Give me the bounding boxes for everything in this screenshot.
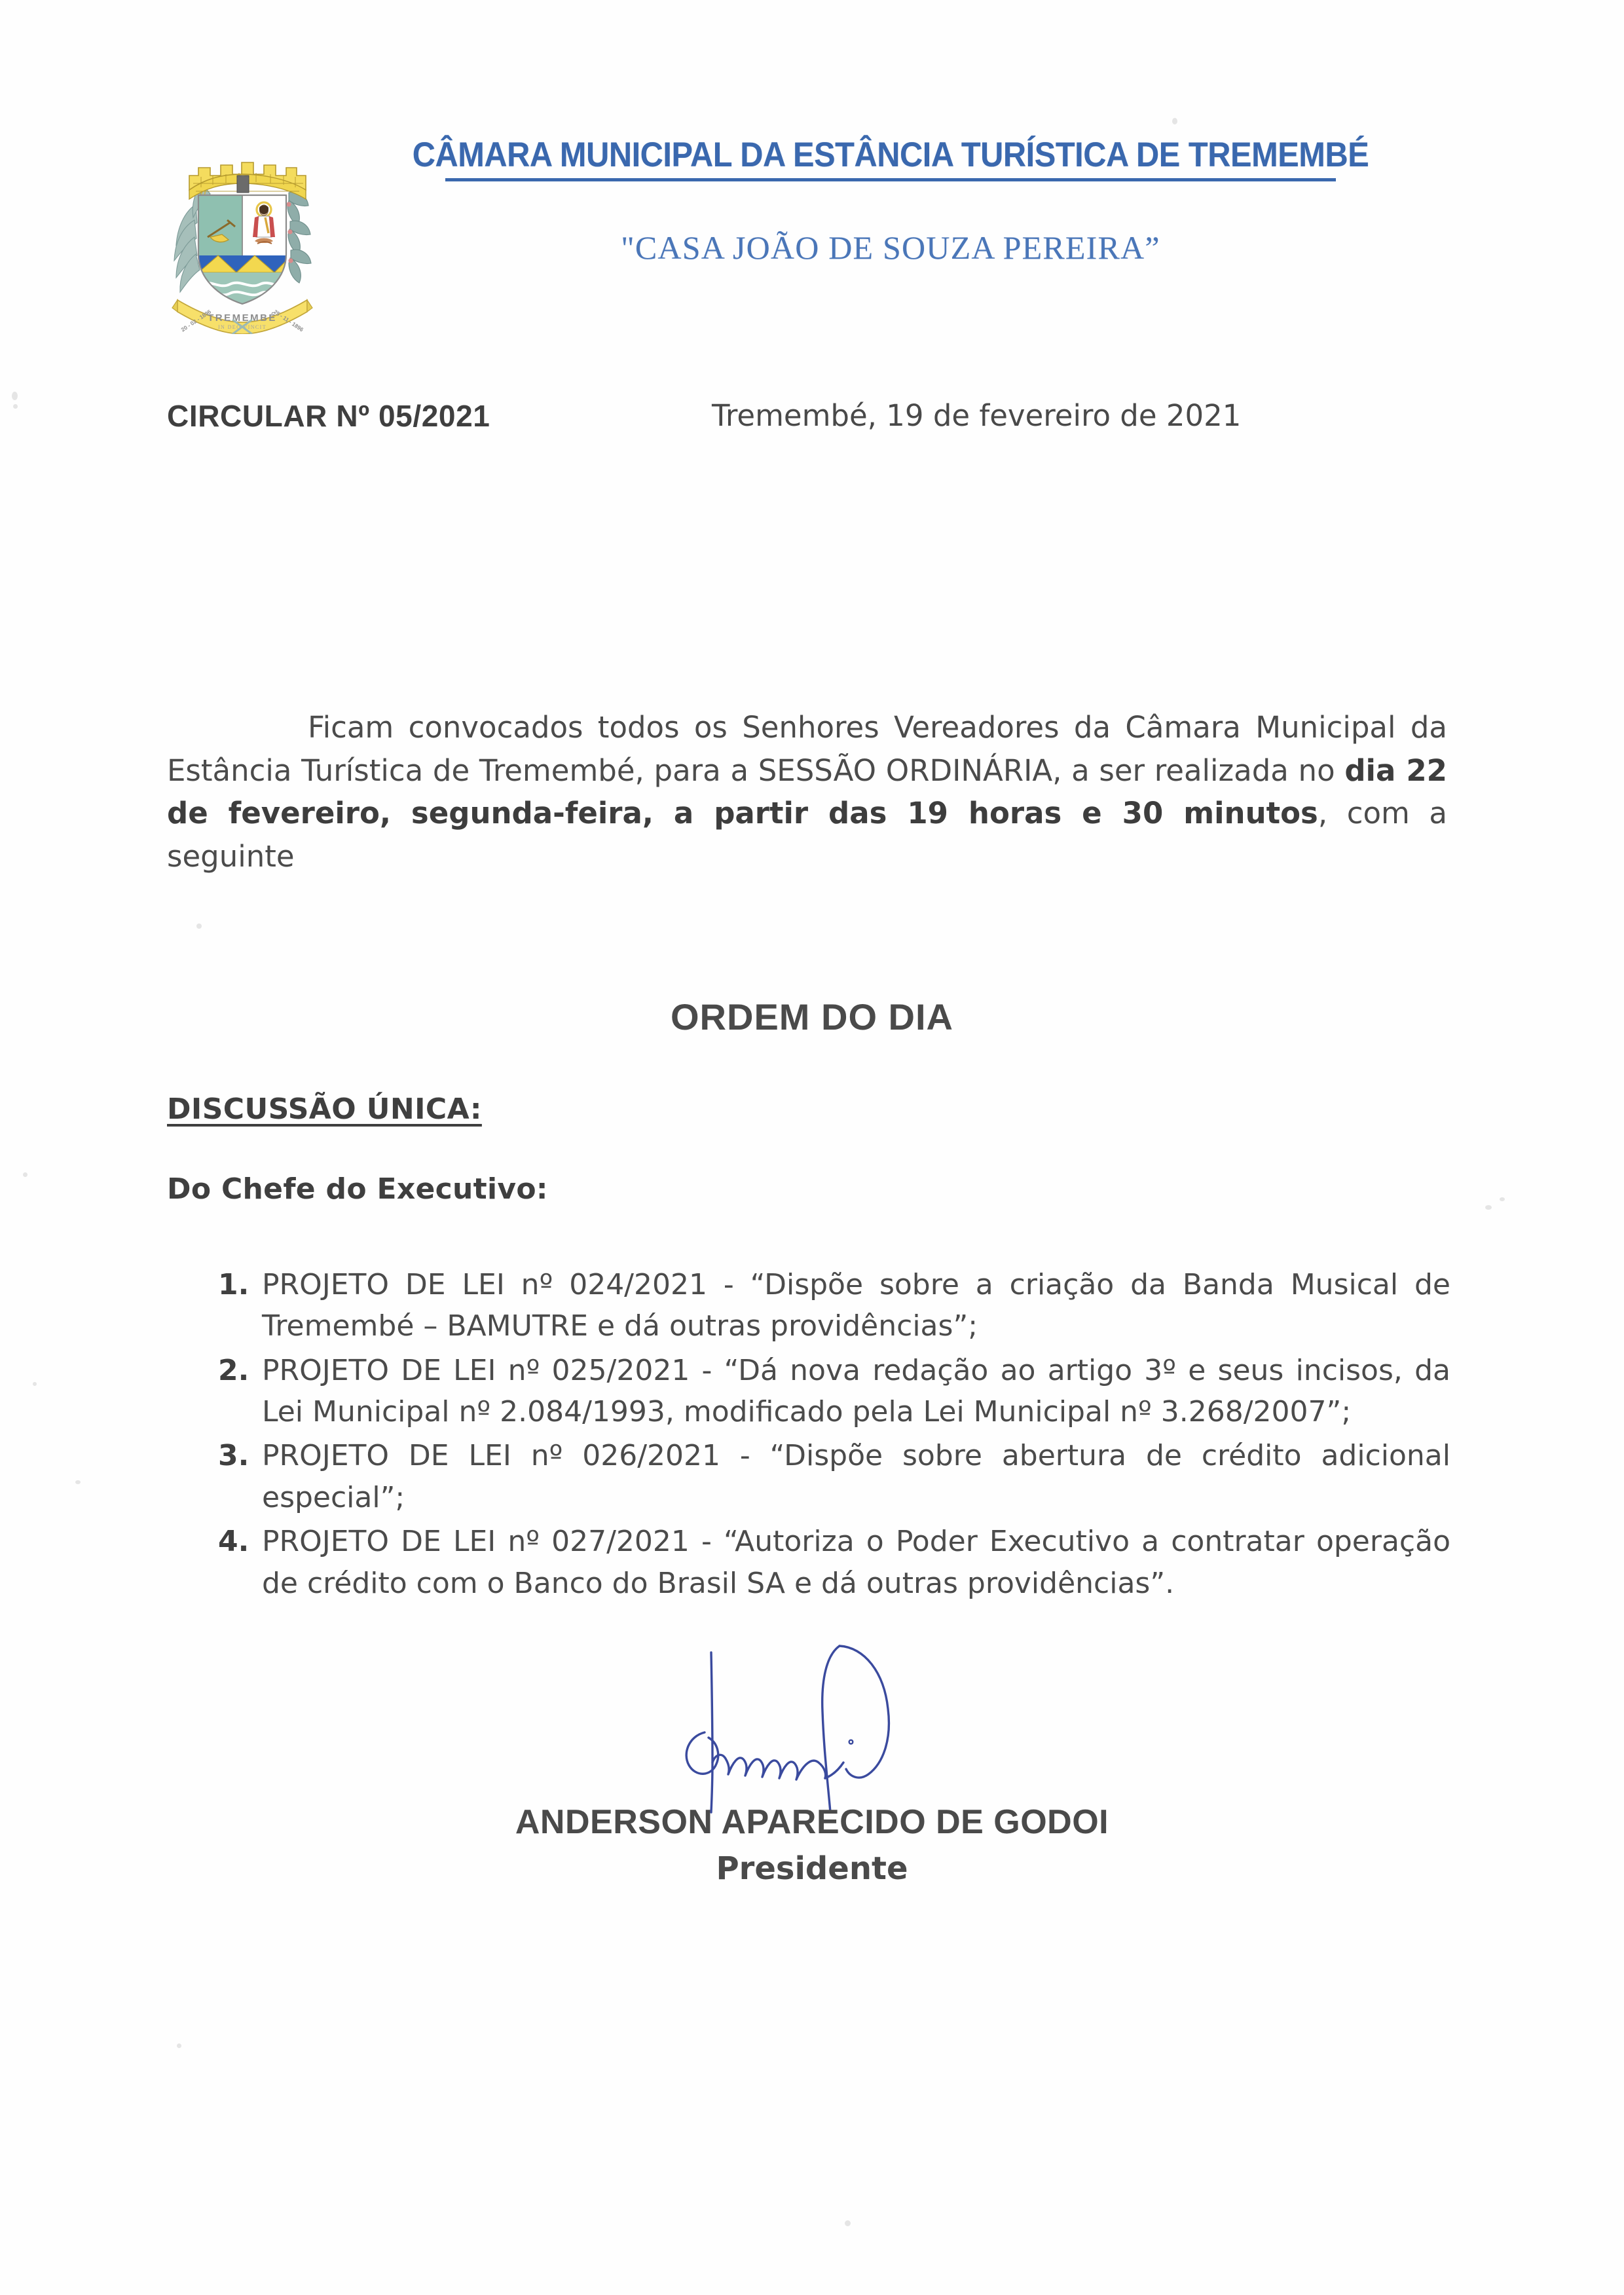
scan-speckle bbox=[23, 1172, 28, 1177]
agenda-heading: ORDEM DO DIA bbox=[671, 996, 953, 1037]
signatory-role: Presidente bbox=[716, 1850, 908, 1887]
crest-date-right: 25 - 11 - 1896 bbox=[272, 308, 305, 333]
crest-banner-motto: IN DEO VINCIT bbox=[217, 324, 267, 330]
list-item bbox=[167, 1264, 1450, 1347]
list-item bbox=[167, 1435, 1450, 1518]
scan-speckle bbox=[1500, 1197, 1505, 1201]
paragraph-bold-datetime: dia 22 de fevereiro, segunda-feira, a partir das 19 horas e 30 minutos bbox=[167, 753, 1447, 831]
convocation-paragraph bbox=[167, 706, 1447, 878]
scan-speckle bbox=[1485, 1205, 1492, 1210]
agenda-list bbox=[167, 1264, 1450, 1607]
list-item-number: 3. bbox=[218, 1439, 249, 1473]
crest-banner bbox=[172, 300, 312, 334]
organization-title: CÂMARA MUNICIPAL DA ESTÂNCIA TURÍSTICA DE TREMEMBÉ bbox=[412, 136, 1369, 174]
scan-speckle bbox=[33, 1382, 37, 1386]
crest-date-left: 20 - 02 - 1896 bbox=[179, 308, 213, 333]
list-item-number: 1. bbox=[218, 1268, 249, 1301]
organization-subtitle: "CASA JOÃO DE SOUZA PEREIRA” bbox=[621, 229, 1160, 267]
list-item-text: PROJETO DE LEI nº 025/2021 - “Dá nova redação ao artigo 3º e seus incisos, da Lei Municipal nº 2.084/1993, modificado pela Lei Municipal nº 3.268/2007”; bbox=[262, 1353, 1450, 1429]
document-header bbox=[0, 117, 1624, 333]
scan-speckle bbox=[845, 2220, 851, 2226]
foliage-right bbox=[287, 192, 311, 283]
scan-speckle bbox=[196, 924, 202, 929]
title-underline bbox=[445, 178, 1336, 181]
header-title-block bbox=[354, 117, 1428, 267]
list-item-text: PROJETO DE LEI nº 027/2021 - “Autoriza o Poder Executivo a contratar operação de crédito com o Banco do Brasil SA e dá outras providências”. bbox=[262, 1525, 1450, 1600]
list-item-number: 4. bbox=[218, 1525, 249, 1559]
agenda-source-label: Do Chefe do Executivo: bbox=[167, 1172, 548, 1206]
paragraph-part-2: , com a seguinte bbox=[167, 796, 1447, 874]
scan-speckle bbox=[13, 404, 18, 409]
discussion-label: DISCUSSÃO ÚNICA: bbox=[167, 1092, 482, 1126]
list-item-text: PROJETO DE LEI nº 024/2021 - “Dispõe sobre a criação da Banda Musical de Tremembé – BAMUTRE e dá outras providências”; bbox=[262, 1268, 1450, 1343]
scan-speckle bbox=[75, 1480, 81, 1484]
signatory-name: ANDERSON APARECIDO DE GODOI bbox=[515, 1803, 1109, 1841]
scan-speckle bbox=[12, 392, 18, 400]
place-and-date: Tremembé, 19 de fevereiro de 2021 bbox=[712, 398, 1242, 433]
list-item-text: PROJETO DE LEI nº 026/2021 - “Dispõe sobre abertura de crédito adicional especial”; bbox=[262, 1439, 1450, 1514]
crest-banner-text: TREMEMBÉ bbox=[208, 312, 277, 324]
list-item bbox=[167, 1350, 1450, 1433]
circular-number: CIRCULAR Nº 05/2021 bbox=[167, 399, 490, 433]
list-item bbox=[167, 1521, 1450, 1604]
paragraph-part-1: Ficam convocados todos os Senhores Vereadores da Câmara Municipal da Estância Turística de Tremembé, para a SESSÃO ORDINÁRIA, a ser realizada no bbox=[167, 710, 1447, 788]
scan-speckle bbox=[177, 2043, 181, 2048]
list-item-number: 2. bbox=[218, 1353, 249, 1387]
circular-meta-row bbox=[167, 398, 1477, 438]
coat-of-arms-crest bbox=[167, 144, 318, 334]
